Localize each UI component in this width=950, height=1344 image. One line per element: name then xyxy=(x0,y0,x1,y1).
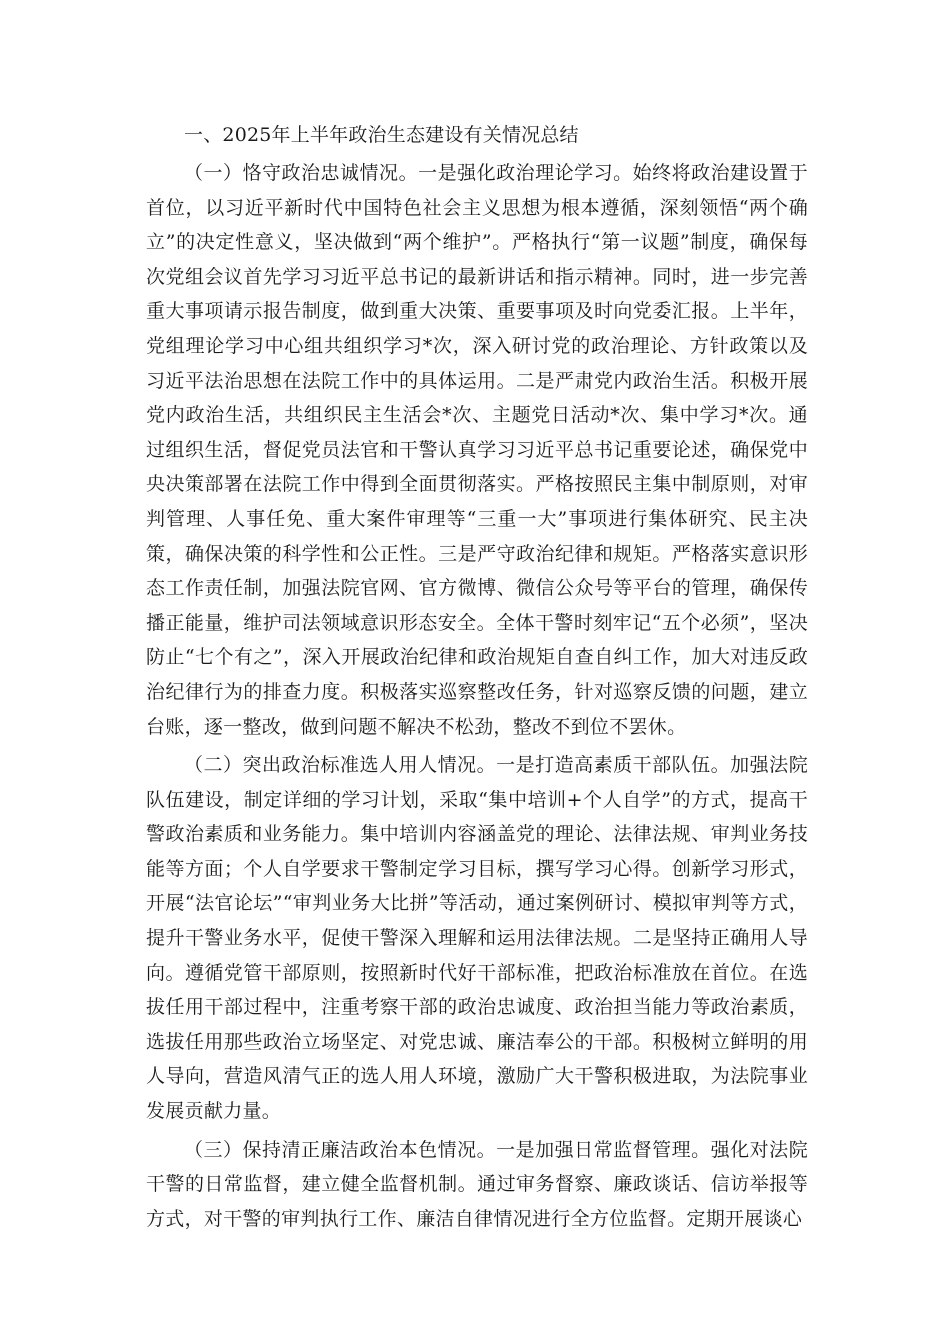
paragraph-integrity: （三）保持清正廉洁政治本色情况。一是加强日常监督管理。强化对法院干警的日常监督，建立健全监督机制。通过审务督察、廉政谈话、信访举报等方式，对干警的审判执行工作、廉洁自律情况进行全方位监督。定期开展谈心 xyxy=(146,1138,808,1230)
paragraph-political-loyalty: （一）恪守政治忠诚情况。一是强化政治理论学习。始终将政治建设置于首位，以习近平新时代中国特色社会主义思想为根本遵循，深刻领悟“两个确立”的决定性意义，坚决做到“两个维护”。严格执行“第一议题”制度，确保每次党组会议首先学习习近平总书记的最新讲话和指示精神。同时，进一步完善重大事项请示报告制度，做到重大决策、重要事项及时向党委汇报。上半年，党组理论学习中心组共组织学习*次，深入研讨党的政治理论、方针政策以及习近平法治思想在法院工作中的具体运用。二是严肃党内政治生活。积极开展党内政治生活，共组织民主生活会*次、主题党日活动*次、集中学习*次。通过组织生活，督促党员法官和干警认真学习习近平总书记重要论述，确保党中央决策部署在法院工作中得到全面贯彻落实。严格按照民主集中制原则，对审判管理、人事任免、重大案件审理等“三重一大”事项进行集体研究、民主决策，确保决策的科学性和公正性。三是严守政治纪律和规矩。严格落实意识形态工作责任制，加强法院官网、官方微博、微信公众号等平台的管理，确保传播正能量，维护司法领域意识形态安全。全体干警时刻牢记“五个必须”，坚决防止“七个有之”，深入开展政治纪律和政治规矩自查自纠工作，加大对违反政治纪律行为的排查力度。积极落实巡察整改任务，针对巡察反馈的问题，建立台账，逐一整改，做到问题不解决不松劲，整改不到位不罢休。 xyxy=(146,162,808,738)
section-heading: 一、2025年上半年政治生态建设有关情况总结 xyxy=(184,124,579,146)
paragraph-personnel-selection: （二）突出政治标准选人用人情况。一是打造高素质干部队伍。加强法院队伍建设，制定详细的学习计划，采取“集中培训+个人自学”的方式，提高干警政治素质和业务能力。集中培训内容涵盖党的理论、法律法规、审判业务技能等方面；个人自学要求干警制定学习目标，撰写学习心得。创新学习形式，开展“法官论坛”“审判业务大比拼”等活动，通过案例研讨、模拟审判等方式，提升干警业务水平，促使干警深入理解和运用法律法规。二是坚持正确用人导向。遵循党管干部原则，按照新时代好干部标准，把政治标准放在首位。在选拔任用干部过程中，注重考察干部的政治忠诚度、政治担当能力等政治素质，选拔任用那些政治立场坚定、对党忠诚、廉洁奉公的干部。积极树立鲜明的用人导向，营造风清气正的选人用人环境，激励广大干警积极进取，为法院事业发展贡献力量。 xyxy=(146,754,808,1123)
document-body xyxy=(146,118,808,1240)
